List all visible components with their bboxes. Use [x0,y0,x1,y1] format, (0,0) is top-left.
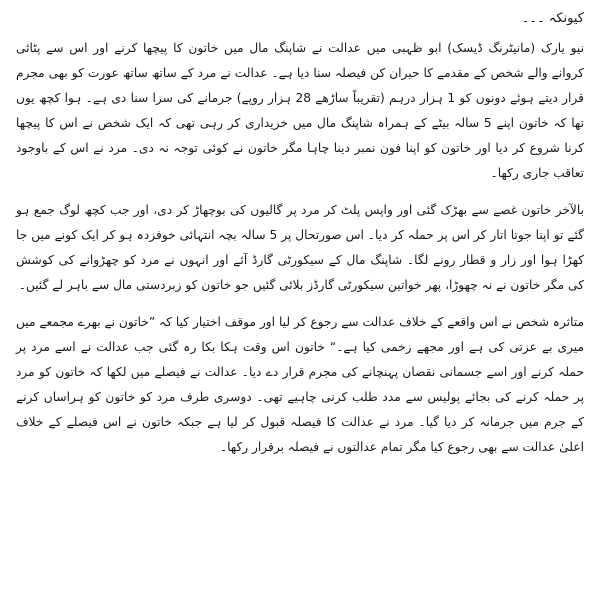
article-paragraph-2: بالآخر خاتون غصے سے بھڑک گئی اور واپس پلٹ کر مرد پر گالیوں کی بوچھاڑ کر دی، اور جب کچھ لوگ جمع ہو گئے تو اپنا جوتا اتار کر اس پر حملہ کر دیا۔ اس صورتحال پر 5 سالہ بچہ انتہائی خوفزدہ ہو کر ایک کونے میں جا کھڑا ہوا اور زار و قطار رونے لگا۔ شاپنگ مال کے سیکورٹی گارڈ آئے اور انہوں نے مرد کو چھڑوانے کی کوشش کی مگر خاتون نے نہ چھوڑا، پھر خواتین سیکورٹی گارڈز بلائی گئیں جو خاتون کو زبردستی مال سے باہر لے گئیں۔ [16,203,584,292]
news-article [16,8,584,472]
article-heading: کیونکہ ۔۔۔ [521,11,584,26]
article-paragraph-1: نیو یارک (مانیٹرنگ ڈیسک) ابو ظہبی میں عدالت نے شاپنگ مال میں خاتون کا پیچھا کرنے اور اس سے پٹائی کروانے والے شخص کے مقدمے کا حیران کن فیصلہ سنا دیا ہے۔ عدالت نے مرد کے ساتھ ساتھ عورت کو بھی مجرم قرار دیتے ہوئے دونوں کو 1 ہزار درہم (تقریباً ساڑھے 28 ہزار روپے) جرمانے کی سزا سنا دی ہے۔ ہوا کچھ یوں تھا کہ خاتون اپنے 5 سالہ بیٹے کے ہمراہ شاپنگ مال میں خریداری کر رہی تھی کہ ایک شخص نے اس کا پیچھا کرنا شروع کر دیا اور خاتون کو اپنا فون نمبر دینا چاہا مگر خاتون نے کوئی توجہ نہ دی۔ مرد نے اس کے باوجود تعاقب جاری رکھا۔ [16,41,584,180]
article-paragraph-3: متاثرہ شخص نے اس واقعے کے خلاف عدالت سے رجوع کر لیا اور موقف اختیار کیا کہ ”خاتون نے بھرے مجمعے میں میری بے عزتی کی ہے اور مجھے زخمی کیا ہے۔“ خاتون اس وقت ہکا بکا رہ گئی جب عدالت نے اسے مرد پر حملہ کرنے اور اسے جسمانی نقصان پہنچانے کی مجرم قرار دے دیا۔ عدالت نے فیصلے میں لکھا کہ خاتون کو مرد پر حملہ کرنے کی بجائے پولیس سے مدد طلب کرنی چاہیے تھی۔ دوسری طرف مرد کو خاتون کو ہراساں کرنے کے جرم میں جرمانہ کر دیا گیا۔ مرد نے عدالت کا فیصلہ قبول کر لیا ہے جبکہ خاتون نے اس فیصلے کے خلاف اعلیٰ عدالت سے بھی رجوع کیا مگر تمام عدالتوں نے فیصلہ برقرار رکھا۔ [16,315,584,454]
